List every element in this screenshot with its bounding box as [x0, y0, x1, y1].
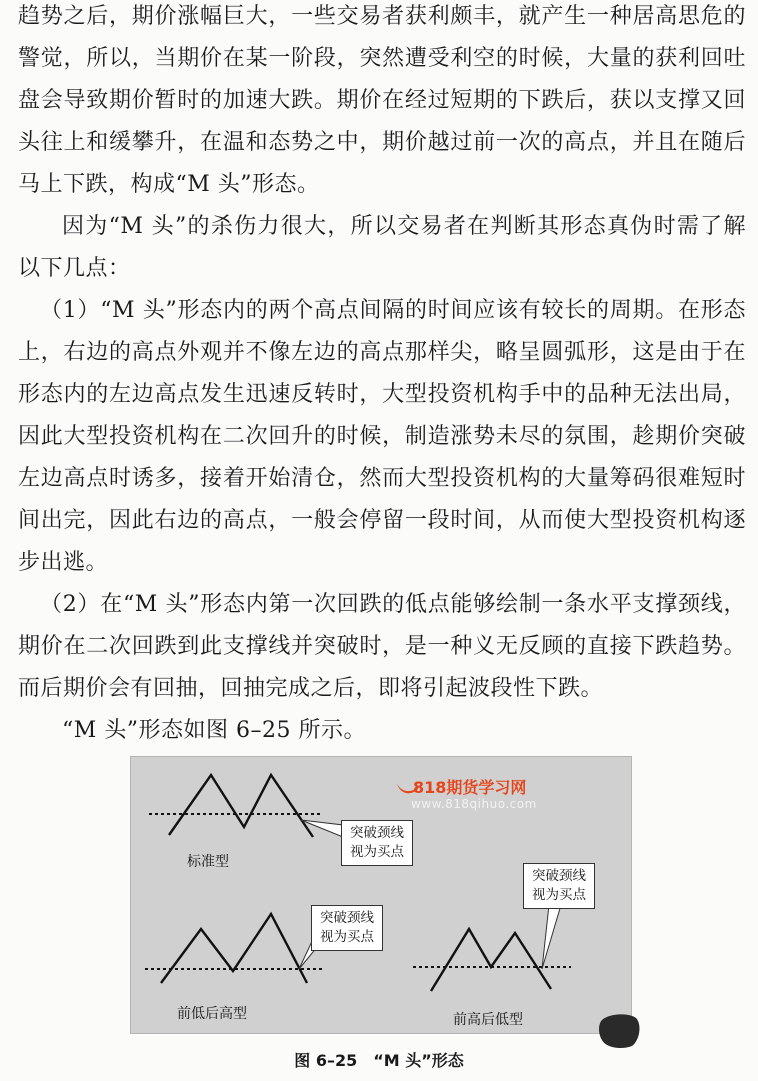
- paragraph-4: （2）在“M 头”形态内第一次回跌的低点能够绘制一条水平支撑颈线，期价在二次回跌到此支撑线并突破时，是一种义无反顾的直接下跌趋势。而后期价会有回抽，回抽完成之后，即将引起波段性下跌。: [18, 592, 746, 701]
- paragraph-5: “M 头”形态如图 6–25 所示。: [62, 718, 366, 743]
- callout-low-high: [311, 905, 383, 951]
- callout-low-high-line-2: 视为买点: [320, 929, 374, 945]
- label-standard: 标准型: [187, 854, 229, 870]
- low-high-price-line: [161, 914, 307, 983]
- callout-high-low: [523, 863, 595, 909]
- label-low-high: 前低后高型: [177, 1006, 247, 1022]
- watermark-title: 818期货学习网: [413, 778, 527, 797]
- callout-high-low-line-2: 视为买点: [532, 887, 586, 903]
- paragraph-3: （1）“M 头”形态内的两个高点间隔的时间应该有较长的周期。在形态上，右边的高点外观并不像左边的高点那样尖，略呈圆弧形，这是由于在形态内的左边高点发生迅速反转时，大型投资机构手中的品种无法出局，因此大型投资机构在二次回升的时候，制造涨势未尽的氛围，趁期价突破左边高点时诱多，接着开始清仓，然而大型投资机构的大量筹码很难短时间出完，因此右边的高点，一般会停留一段时间，从而使大型投资机构逐步出逃。: [18, 298, 746, 575]
- high-low-callout-pointer: [542, 905, 561, 969]
- callout-standard: [341, 820, 413, 866]
- watermark-url: www.818qihuo.com: [411, 797, 537, 811]
- scan-smudge: [598, 1012, 642, 1050]
- callout-high-low-line-1: 突破颈线: [532, 868, 586, 884]
- paragraph-2: 因为“M 头”的杀伤力很大，所以交易者在判断其形态真伪时需了解以下几点：: [18, 214, 746, 281]
- label-high-low: 前高后低型: [453, 1012, 523, 1028]
- figure-caption: 图 6–25 “M 头”形态: [294, 1051, 464, 1070]
- high-low-price-line: [431, 929, 551, 991]
- paragraph-1: 趋势之后，期价涨幅巨大，一些交易者获利颇丰，就产生一种居高思危的警觉，所以，当期价在某一阶段，突然遭受利空的时候，大量的获利回吐盘会导致期价暂时的加速大跌。期价在经过短期的下跌后，获以支撑又回头往上和缓攀升，在温和态势之中，期价越过前一次的高点，并且在随后马上下跌，构成“M 头”形态。: [18, 4, 746, 197]
- standard-price-line: [169, 775, 313, 837]
- m-head-figure: [130, 756, 632, 1034]
- callout-standard-line-2: 视为买点: [350, 844, 404, 860]
- watermark: [393, 775, 537, 811]
- callout-standard-line-1: 突破颈线: [350, 825, 404, 841]
- callout-low-high-line-1: 突破颈线: [320, 910, 374, 926]
